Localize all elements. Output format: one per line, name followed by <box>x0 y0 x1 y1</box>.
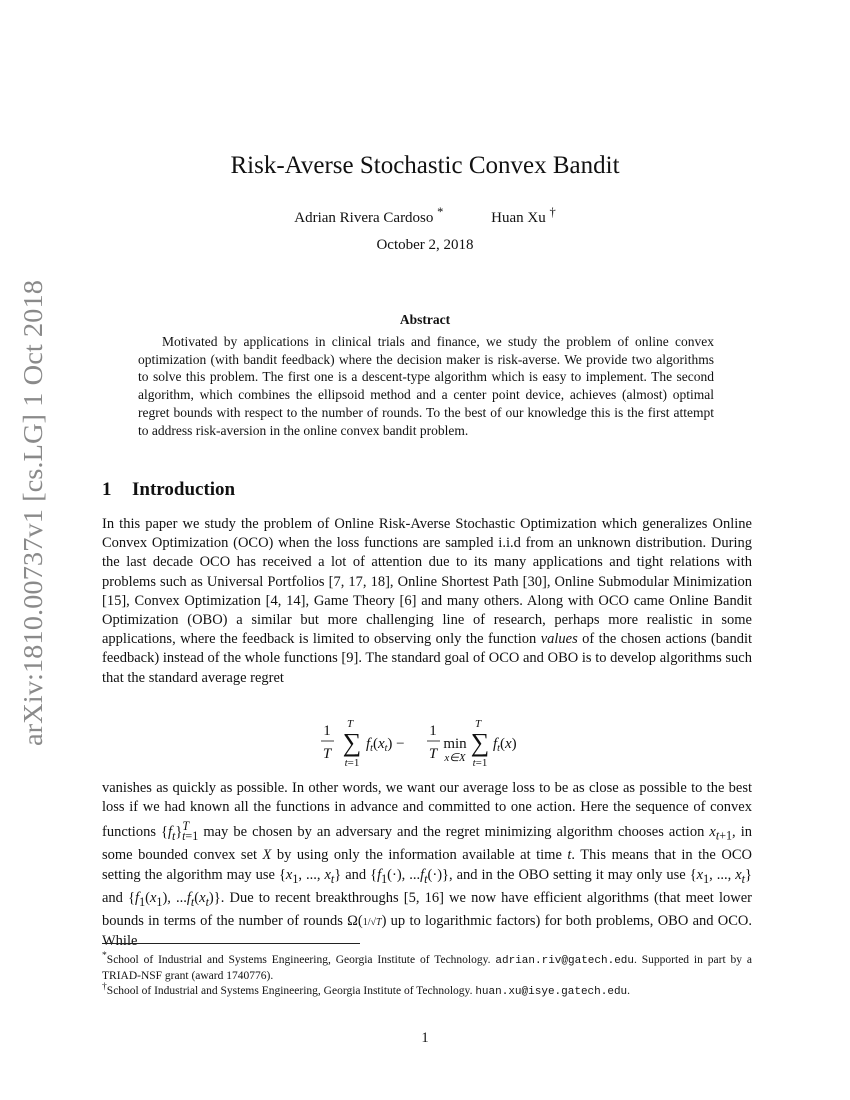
arxiv-stamp <box>10 278 50 748</box>
text-run: In this paper we study the problem of Online Risk-Averse Stochastic Optimization which generalizes Online Convex Optimization (OCO) when the loss functions are sampled i.i.d from an unknown distribution. During the last decade OCO has received a lot of attention due to its many applications and tight relations with problems such as Universal Portfolios [7, 17, 18], Online Shortest Path [30], Online Submodular Minimization [15], Convex Optimization [4, 14], Game Theory [6] and many others. Along with OCO came Online Bandit Optimization (OBO) a similar but more challenging line of research, perhaps more realistic in some applications, where the feedback is limited to observing only the function <box>102 516 752 648</box>
author-footnote-mark: * <box>437 205 444 219</box>
text-run: and <box>102 889 129 906</box>
footnote-text: School of Industrial and Systems Engineering, Georgia Institute of Technology. <box>106 953 496 966</box>
text-run: , in some bounded convex set <box>102 824 752 864</box>
text-run: . Due to recent breakthroughs [5, 16] we now have efficient algorithms (that meet lower bounds in terms of the number of rounds <box>102 889 752 929</box>
text-run: and <box>341 866 371 883</box>
svg-text:∑: ∑ <box>342 728 362 757</box>
footnote-mark: * <box>102 950 107 961</box>
text-run: of the chosen actions (bandit feedback) instead of the whole functions [9]. The standard goal of OCO and OBO is to develop algorithms such that the standard average regret <box>102 631 753 686</box>
section-number: 1 <box>102 479 112 500</box>
author-footnote-mark: † <box>549 205 556 219</box>
text-run: up to logarithmic factors) for both problems, OBO and OCO. While <box>102 912 752 949</box>
page-number: 1 <box>421 1030 429 1046</box>
footnote-text: . Supported in part by a TRIAD-NSF grant (award 1740776). <box>102 953 752 982</box>
svg-text:1: 1 <box>323 723 331 739</box>
text-run: may be chosen by an adversary and the regret minimizing algorithm chooses action <box>198 824 710 841</box>
author-name: Adrian Rivera Cardoso <box>294 210 434 226</box>
section-title: Introduction <box>132 479 236 500</box>
paper-date: October 2, 2018 <box>376 237 474 253</box>
paper-title: Risk-Averse Stochastic Convex Bandit <box>230 152 620 179</box>
text-run: vanishes as quickly as possible. In other words, we want our average loss to be as close as possible to the best loss if we had known all the functions in advance and committed to one action. Here the sequence of convex functions <box>102 780 752 841</box>
author-name: Huan Xu <box>491 210 546 226</box>
abstract-text: Motivated by applications in clinical trials and finance, we study the problem of online convex optimization (with bandit feedback) where the decision maker is risk-averse. We provide two algorithms to solve this problem. The first one is a descent-type algorithm which is easy to implement. The second algorithm, which combines the ellipsoid method and a center point device, achieves (almost) optimal regret bounds with respect to the number of rounds. To the best of our knowledge this is the first attempt to address risk-aversion in the online convex bandit problem. <box>138 334 714 438</box>
svg-text:T: T <box>346 718 354 730</box>
author-list <box>0 205 850 227</box>
text-run: by using only the information available at time <box>271 847 568 864</box>
intro-paragraph <box>102 515 752 688</box>
svg-text:T: T <box>322 746 332 762</box>
arxiv-stamp-text: arXiv:1810.00737v1 [cs.LG] 1 Oct 2018 <box>18 305 48 746</box>
author <box>294 205 443 227</box>
svg-text:ft(x): $f_t(x)$ <box>493 736 517 754</box>
svg-text:T: T <box>428 746 438 762</box>
email-link[interactable]: huan.xu@isye.gatech.edu <box>475 985 628 998</box>
emphasis: values <box>540 631 578 648</box>
svg-text:t=1: t=1 <box>472 757 488 769</box>
footnote-text: School of Industrial and Systems Engineering, Georgia Institute of Technology. <box>106 984 476 997</box>
footnote-mark: † <box>102 981 107 992</box>
svg-text:1: 1 <box>429 723 437 739</box>
text-run: . This means that in the OCO setting the algorithm may use <box>102 847 752 883</box>
email-link[interactable]: adrian.riv@gatech.edu <box>495 954 635 967</box>
intro-paragraph: vanishes as quickly as possible. In other words, we want our average loss to be as close as possible to the best loss if we had known all the functions in advance and committed to one action. Here the sequence of convex functions $\{f_t\}^T_{t=1}$ may be chosen by an adversary and the regret minimizing algorithm chooses action $x_{t+1}$, in some bounded convex set X by using only the information available at time t. This means that in the OCO setting the algorithm may use {$x_1$, ..., $x_t$} and {$f_1(\cdot)$, $...f_t(\cdot)$}, and in the OBO setting it may only use {$x_1$, ..., $x_t$} and {$f_1(x_1)$, $...f_t(x_t)$}. Due to recent breakthroughs [5, 16] we now have efficient algorithms (that meet lower bounds in terms of the number of rounds Ω(1/√T) up to logarithmic factors) for both problems, OBO and OCO. While <box>102 780 752 949</box>
svg-text:min: min <box>443 736 467 752</box>
text-run: , and in the OBO setting it may only use <box>448 866 690 883</box>
author <box>491 205 556 227</box>
footnote-rule <box>102 943 360 944</box>
abstract-heading: Abstract <box>399 312 451 327</box>
section-heading <box>102 479 235 501</box>
footnote <box>102 979 752 1000</box>
footnote-text: . <box>627 984 631 997</box>
svg-text:t=1: t=1 <box>344 757 360 769</box>
svg-text:ft(xt) −: $f_t(x_t)$ − <box>366 736 405 754</box>
svg-text:x∈X: x∈X <box>444 752 466 764</box>
regret-equation <box>0 718 850 770</box>
svg-text:T: T <box>474 718 482 730</box>
svg-text:∑: ∑ <box>470 728 490 757</box>
